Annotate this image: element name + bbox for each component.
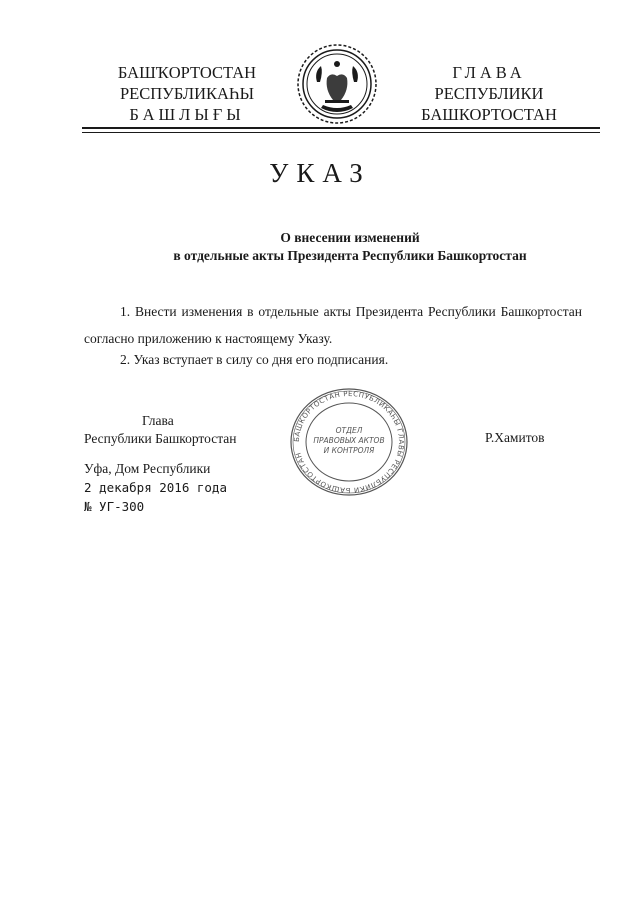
signatory-name: Р.Хамитов: [485, 430, 545, 445]
stamp-center-line-3: И КОНТРОЛЯ: [323, 446, 375, 455]
body-item-1: 1. Внести изменения в отдельные акты Президента Республики Башкортостан согласно приложению к настоящему Указу.: [84, 304, 582, 346]
header-left-line-1: БАШҠОРТОСТАН: [117, 63, 257, 82]
signatory-position-line-1: Глава: [142, 413, 174, 428]
body-item-2: 2. Указ вступает в силу со дня его подписания.: [120, 352, 389, 367]
subject-line-1: О внесении изменений: [280, 230, 420, 245]
header-right-line-3: БАШКОРТОСТАН: [421, 105, 557, 124]
header-left-line-2: РЕСПУБЛИКАҺЫ: [119, 84, 255, 103]
header-right-line-1: ГЛАВА: [452, 63, 526, 82]
stamp-center-line-1: ОТДЕЛ: [335, 426, 363, 435]
signatory-position: [84, 412, 269, 448]
stamp-center-line-2: ПРАВОВЫХ АКТОВ: [313, 436, 385, 445]
bashkortostan-emblem-icon: [295, 42, 379, 126]
header-left-block: [92, 62, 282, 125]
signatory-position-line-2: Республики Башкортостан: [84, 431, 237, 446]
stamp-ring-text: БАШКОРТОСТАН РЕСПУБЛИКАҺЫ ГЛАВЫ РЕСПУБЛИКИ БАШКОРТОСТАН: [292, 389, 406, 495]
header-right-block: [404, 62, 574, 125]
signing-place: Уфа, Дом Республики: [84, 461, 211, 476]
decree-number: № УГ-300: [84, 499, 145, 514]
header-left-line-3: БАШЛЫҒЫ: [129, 105, 245, 124]
signing-date: 2 декабря 2016 года: [84, 480, 227, 495]
official-stamp: [287, 386, 411, 498]
document-title: УКАЗ: [269, 158, 371, 188]
subject-line-2: в отдельные акты Президента Республики Башкортостан: [173, 248, 527, 263]
header-divider-thin: [82, 132, 600, 133]
header-divider-thick: [82, 127, 600, 129]
header-right-line-2: РЕСПУБЛИКИ: [434, 84, 544, 103]
document-subject: [80, 229, 620, 265]
